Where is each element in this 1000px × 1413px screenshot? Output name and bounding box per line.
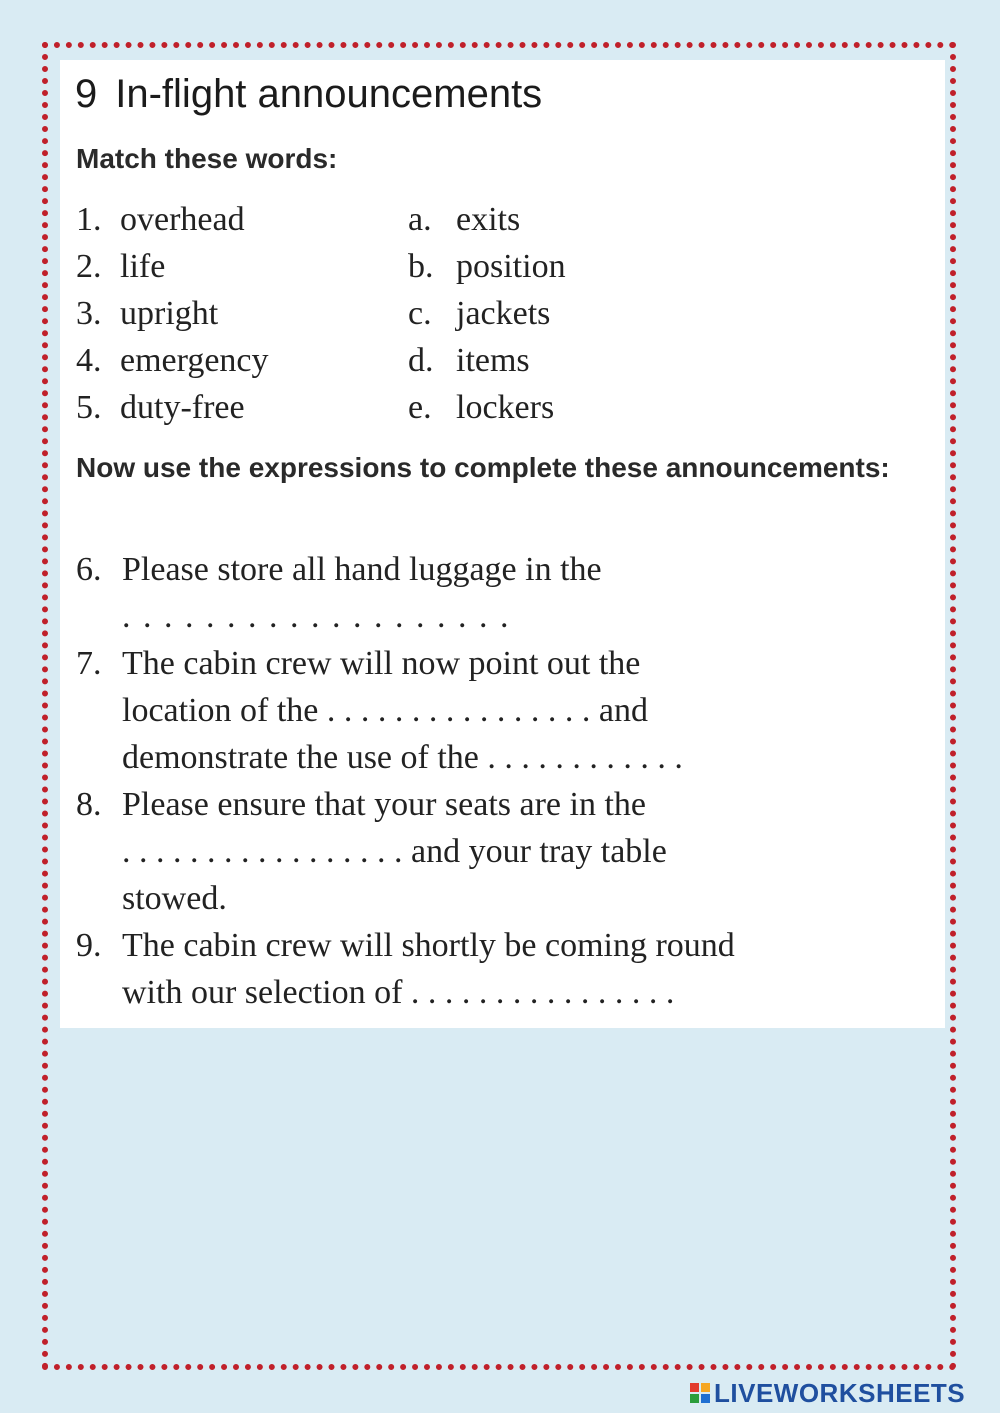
- match-instruction: Match these words:: [76, 143, 338, 174]
- item-letter: d.: [408, 342, 434, 379]
- announcement-number: 9.: [76, 927, 102, 964]
- liveworksheets-logo: [690, 1379, 965, 1407]
- item-word: jackets: [456, 295, 551, 332]
- announcement-9: [76, 922, 926, 1016]
- match-word-list-left: [76, 196, 269, 431]
- announcement-number: 7.: [76, 645, 102, 682]
- exercise-title: In-flight announcements: [115, 72, 543, 116]
- liveworksheets-logo-icon: [690, 1383, 710, 1403]
- item-word: upright: [120, 295, 219, 332]
- announcement-line: The cabin crew will shortly be coming round: [122, 927, 735, 964]
- list-item: [408, 337, 566, 384]
- item-word: exits: [456, 201, 521, 238]
- item-word: position: [456, 248, 566, 285]
- item-letter: b.: [408, 248, 434, 285]
- list-item: [408, 384, 566, 431]
- item-word: overhead: [120, 201, 245, 238]
- announcement-line: demonstrate the use of the . . . . . . . . . . . .: [122, 739, 683, 776]
- item-number: 3.: [76, 295, 102, 332]
- item-number: 5.: [76, 389, 102, 426]
- announcement-6: [76, 546, 926, 640]
- list-item: [408, 243, 566, 290]
- item-word: life: [120, 248, 166, 285]
- announcement-line: stowed.: [122, 880, 227, 917]
- item-word: items: [456, 342, 530, 379]
- item-word: lockers: [456, 389, 555, 426]
- complete-instruction: Now use the expressions to complete these announcements:: [76, 452, 890, 483]
- announcement-number: 6.: [76, 551, 102, 588]
- list-item: [76, 290, 269, 337]
- list-item: [76, 337, 269, 384]
- item-word: emergency: [120, 342, 269, 379]
- item-letter: c.: [408, 295, 432, 332]
- announcement-8: [76, 781, 926, 922]
- exercise-number: 9: [75, 72, 98, 116]
- list-item: [408, 290, 566, 337]
- announcement-line: . . . . . . . . . . . . . . . . . and your tray table: [122, 833, 667, 870]
- list-item: [76, 243, 269, 290]
- item-letter: e.: [408, 389, 432, 426]
- announcement-number: 8.: [76, 786, 102, 823]
- blank-line: . . . . . . . . . . . . . . . . . . .: [122, 598, 511, 635]
- announcement-line: Please ensure that your seats are in the: [122, 786, 646, 823]
- item-number: 4.: [76, 342, 102, 379]
- match-word-list-right: [408, 196, 566, 431]
- item-letter: a.: [408, 201, 432, 238]
- item-word: duty-free: [120, 389, 245, 426]
- list-item: [408, 196, 566, 243]
- logo-text: LIVEWORKSHEETS: [714, 1377, 966, 1408]
- item-number: 1.: [76, 201, 102, 238]
- item-number: 2.: [76, 248, 102, 285]
- announcement-line: The cabin crew will now point out the: [122, 645, 641, 682]
- announcement-list: [76, 546, 926, 1016]
- list-item: [76, 196, 269, 243]
- announcement-line: location of the . . . . . . . . . . . . . . . . and: [122, 692, 648, 729]
- announcement-line: with our selection of . . . . . . . . . . . . . . . .: [122, 974, 675, 1011]
- list-item: [76, 384, 269, 431]
- page-title: [75, 72, 542, 117]
- announcement-7: [76, 640, 926, 781]
- announcement-line: Please store all hand luggage in the: [122, 551, 602, 588]
